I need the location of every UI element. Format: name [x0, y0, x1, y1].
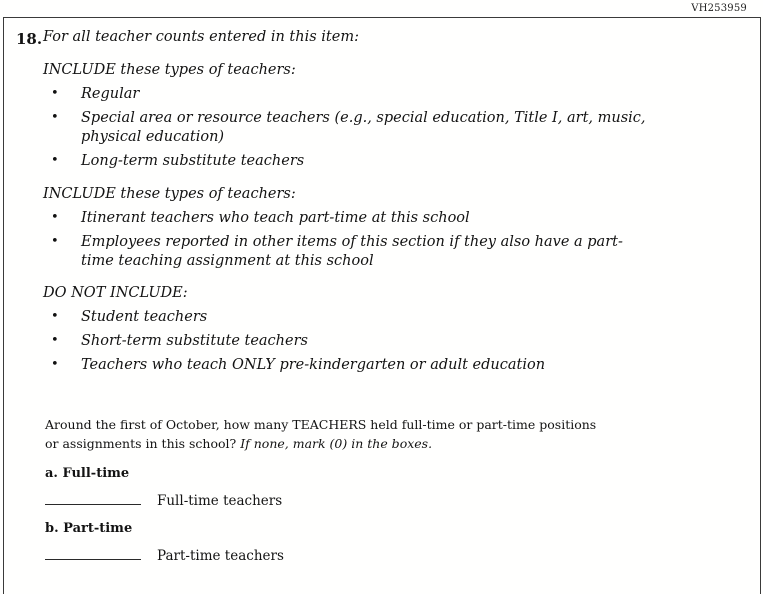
bullet-item	[51, 109, 683, 147]
question-text	[45, 416, 607, 454]
bullet-text: Itinerant teachers who teach part-time at this school	[81, 209, 470, 226]
section-heading: INCLUDE these types of teachers:	[43, 185, 296, 202]
field-label-full-time: a. Full-time	[45, 465, 130, 481]
bullet-text: Employees reported in other items of this section if they also have a part-time teaching assignment at this school	[81, 233, 623, 269]
form-code: VH253959	[691, 3, 747, 14]
bullet-text: Short-term substitute teachers	[81, 333, 308, 349]
question-instruction: If none, mark (0) in the boxes.	[240, 436, 433, 451]
field-row-part-time	[45, 546, 683, 564]
bullet-item	[51, 308, 683, 327]
part-time-count-blank[interactable]	[45, 546, 141, 560]
bullet-item	[51, 85, 683, 104]
bullet-icon: •	[51, 233, 59, 249]
bullet-item	[51, 356, 683, 375]
full-time-unit-label: Full-time teachers	[157, 492, 283, 509]
include-section-2	[43, 186, 683, 271]
bullet-item	[51, 209, 683, 228]
include-section-1	[43, 62, 683, 172]
bullet-icon: •	[51, 110, 59, 126]
do-not-include-section	[43, 285, 683, 375]
bullet-icon: •	[51, 209, 59, 225]
field-label-part-time: b. Part-time	[45, 520, 133, 536]
item-content	[43, 29, 683, 574]
bullet-text: Teachers who teach ONLY pre-kindergarten or adult education	[81, 357, 546, 374]
bullet-text: Special area or resource teachers (e.g., special education, Title I, art, music, physical education)	[81, 110, 646, 146]
section-heading: INCLUDE these types of teachers:	[43, 62, 296, 78]
section-gap	[43, 380, 683, 416]
question-plain: Around the first of October, how many TEACHERS held full-time or part-time positions or assignments in this school?	[45, 417, 597, 451]
bullet-text: Regular	[81, 86, 140, 102]
item-18	[16, 29, 748, 574]
bullet-icon: •	[51, 308, 59, 324]
bullet-item	[51, 233, 683, 271]
full-time-count-blank[interactable]	[45, 491, 141, 505]
bullet-icon: •	[51, 357, 59, 373]
item-intro: For all teacher counts entered in this item:	[43, 29, 359, 45]
bullet-text: Student teachers	[81, 308, 208, 325]
bullet-item	[51, 332, 683, 351]
field-part-time	[43, 521, 683, 564]
part-time-unit-label: Part-time teachers	[157, 547, 284, 564]
bullet-icon: •	[51, 153, 59, 169]
bullet-icon: •	[51, 333, 59, 348]
bullet-icon: •	[51, 86, 59, 101]
bullet-item	[51, 152, 683, 171]
section-heading: DO NOT INCLUDE:	[43, 284, 188, 301]
item-number: 18.	[16, 30, 43, 48]
bullet-text: Long-term substitute teachers	[81, 153, 305, 170]
field-row-full-time	[45, 491, 683, 509]
field-full-time	[43, 466, 683, 509]
page-border-box	[3, 17, 761, 594]
